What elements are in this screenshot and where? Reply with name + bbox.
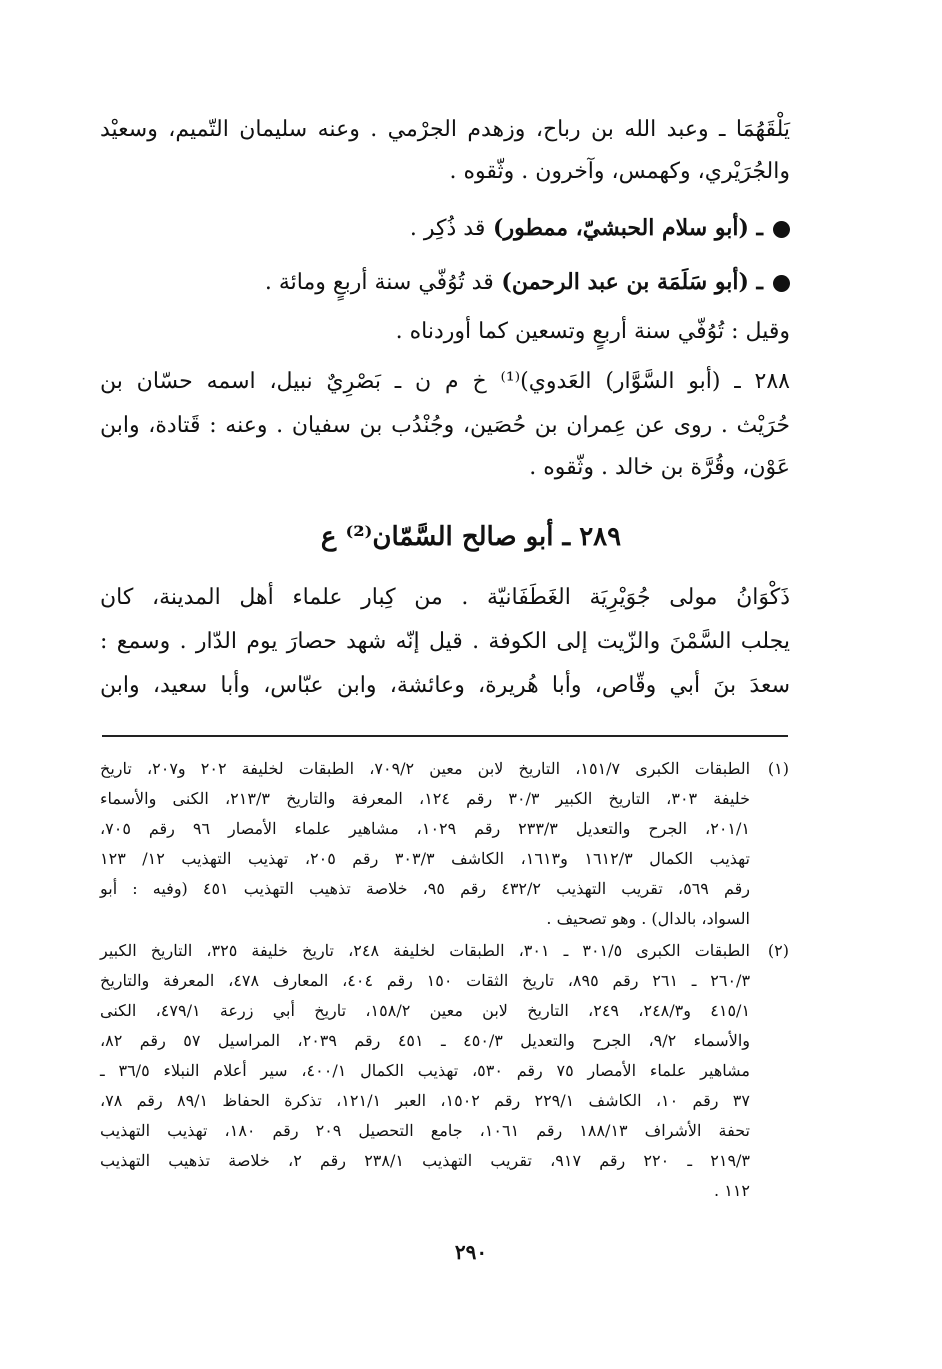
entry-288-line: ٢٨٨ ـ (أبو السَّوَّار) العَدوي)⁽¹⁾ خ م ن ـ بَصْرِيٌ نبيل، اسمه حسّان بن	[100, 369, 790, 394]
footnote-line: تحفة الأشراف ١٨٨/١٣ رقم ١٠٦١، جامع التحصيل ٢٠٩ رقم ١٨٠، تهذيب التهذيب	[100, 1121, 750, 1140]
footnote-line: ٢٠١/١، الجرح والتعديل ٢٣٣/٣ رقم ١٠٢٩، مشاهير علماء الأمصار ٩٦ رقم ٧٠٥،	[100, 819, 750, 838]
entry-288-line: حُرَيْث . روى عن عِمران بن حُصَين، وجُنْدُب بن سفيان . وعنه : قَتادة، وابن	[100, 413, 790, 438]
entry-289-line: سعدَ بنَ أبي وقّاص، وأبا هُريرة، وعائشة، وابن عبّاس، وأبا سعيد، وابن	[100, 673, 791, 698]
entry-289-line: ذَكْوَانُ مولى جُوَيْرِيَة الغَطَفَانيّة . من كِبار علماء أهل المدينة، كان	[100, 585, 790, 610]
heading-title: ٢٨٩ ـ أبو صالح السَّمّان	[372, 522, 622, 552]
entry-name: ـ (أبو سلام الحبشيّ، ممطور)	[493, 215, 763, 241]
body-line: وقيل : تُوُفّي سنة أربعٍ وتسعين كما أوردناه .	[395, 319, 790, 344]
footnote-number: (٢)	[767, 941, 789, 960]
entry-name: ـ (أبو سَلَمَة بن عبد الرحمن)	[501, 269, 763, 295]
entry-288-line: عَوْن، وقُرَّة بن خالد . وثّقوه .	[529, 455, 790, 480]
cross-reference-entry	[410, 208, 790, 249]
heading-code: ع	[320, 522, 337, 552]
footnote-line: ٢٦٠/٣ ـ ٢٦١ رقم ٨٩٥، تاريخ الثقات ١٥٠ رقم ٤٠٤، المعارف ٤٧٨، المعرفة والتاريخ	[100, 971, 751, 990]
body-line: يَلْقَهُمَا ـ وعبد الله بن رباح، وزهدم الجرْمي . وعنه سليمان التّميم، وسعيْد	[100, 117, 790, 142]
entry-note: قد تُوُفّي سنة أربعٍ ومائة .	[264, 270, 494, 295]
footnote-line: خليفة ٣٠٣، التاريخ الكبير ٣٠/٣ رقم ١٢٤، المعرفة والتاريخ ٢١٣/٣، الكنى والأسماء	[100, 789, 750, 808]
body-line: والجُرَيْري، وكهمس، وآخرون . وثّقوه .	[449, 159, 790, 184]
footnote-number: (١)	[767, 759, 789, 778]
cross-reference-entry	[265, 262, 790, 303]
footnote-divider	[102, 735, 788, 737]
entry-note: قد ذُكِر .	[409, 216, 486, 241]
footnote-line: ٢١٩/٣ ـ ٢٢٠ رقم ٩١٧، تقريب التهذيب ٢٣٨/١ رقم ٢، خلاصة تذهيب التهذيب	[100, 1151, 751, 1170]
footnote-line: ٤١٥/١ و٢٤٨/٣، ٢٤٩، التاريخ لابن معين ١٥٨/٢، تاريخ أبي زرعة ٤٧٩/١، الكنى	[100, 1001, 751, 1020]
footnote-line: تهذيب الكمال ١٦١٢/٣ و١٦١٣، الكاشف ٣٠٣/٣ رقم ٢٠٥، تهذيب التهذيب ١٢/ ١٢٣	[100, 849, 751, 868]
footnote-line: رقم ٥٦٩، تقريب التهذيب ٤٣٢/٢ رقم ٩٥، خلاصة تذهيب التهذيب ٤٥١ (وفيه : أبو	[100, 879, 751, 898]
footnote-line: السواد، بالدال) . وهو تصحيف .	[546, 909, 750, 928]
heading-footnote-ref: ⁽²⁾	[345, 522, 373, 552]
footnote-line: الطبقات الكبرى ٣٠١/٥ ـ ٣٠١، الطبقات لخليفة ٢٤٨، تاريخ خليفة ٣٢٥، التاريخ الكبير	[100, 941, 751, 960]
footnote-line: مشاهير علماء الأمصار ٧٥ رقم ٥٣٠، تهذيب الكمال ٤٠٠/١، سير أعلام النبلاء ٣٦/٥ ـ	[100, 1061, 750, 1080]
bullet-icon	[773, 221, 790, 238]
footnote-line: والأسماء ٩/٢، الجرح والتعديل ٤٥٠/٣ ـ ٤٥١ رقم ٢٠٣٩، المراسيل ٥٧ رقم ٨٢،	[100, 1031, 751, 1050]
page-number: ٢٩٠	[454, 1240, 488, 1264]
entry-heading	[0, 515, 942, 559]
footnote-line: الطبقات الكبرى ١٥١/٧، التاريخ لابن معين ٧٠٩/٢، الطبقات لخليفة ٢٠٢ و٢٠٧، تاريخ	[100, 759, 751, 778]
footnote-line: ١١٢ .	[714, 1181, 750, 1200]
entry-289-line: يجلب السَّمْنَ والزّيت إلى الكوفة . قيل إنّه شهد حصارَ يوم الدّار . وسمع :	[100, 629, 790, 654]
bullet-icon	[773, 275, 790, 292]
footnote-line: ٣٧ رقم ١٠، الكاشف ٢٢٩/١ رقم ١٥٠٢، العبر ١٢١/١، تذكرة الحفاظ ٨٩/١ رقم ٧٨،	[100, 1091, 750, 1110]
